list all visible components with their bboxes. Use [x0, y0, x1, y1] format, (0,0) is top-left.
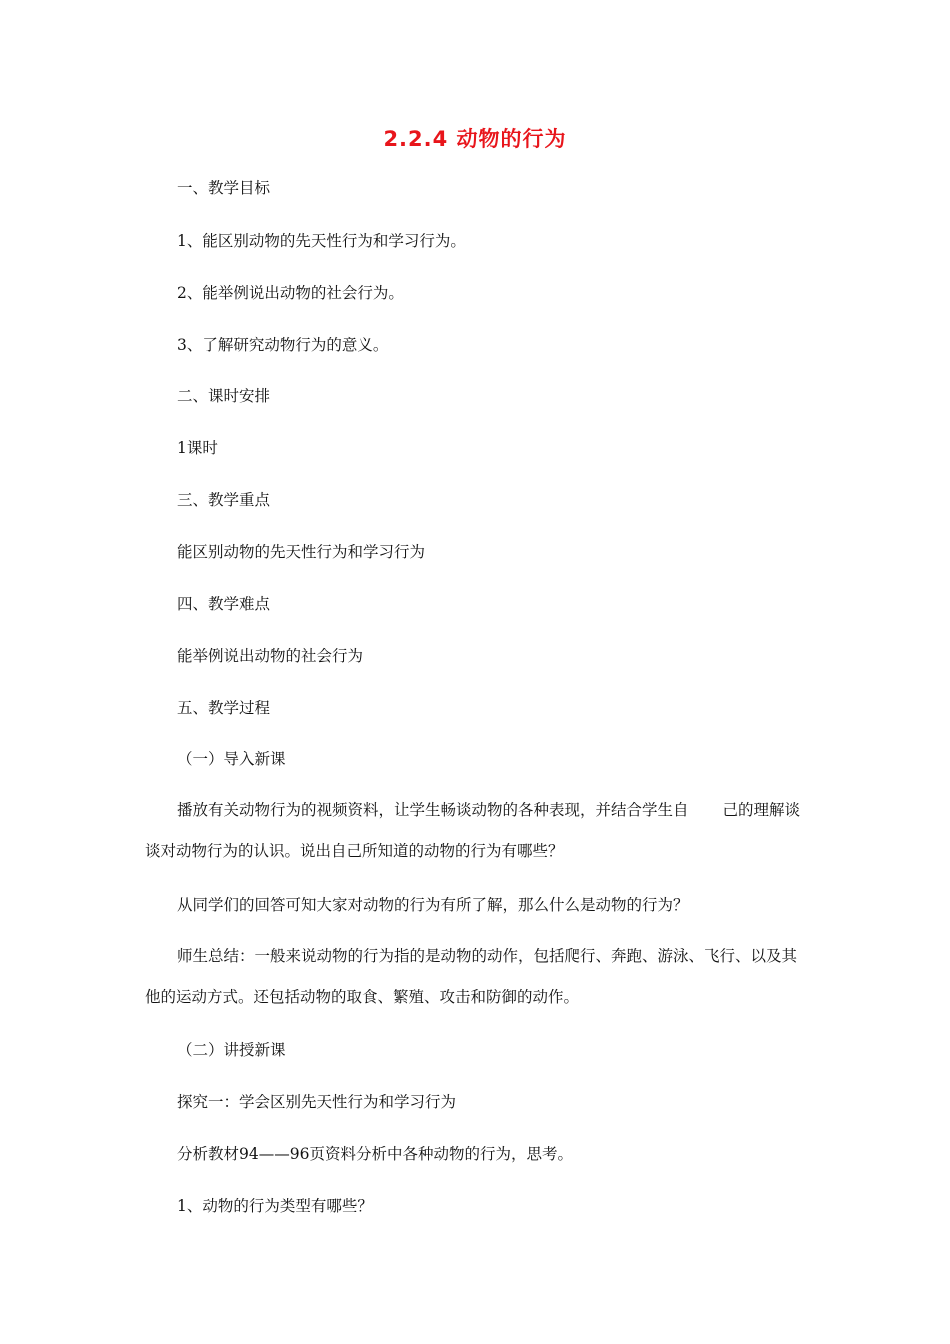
question-item-1: 1、动物的行为类型有哪些？: [177, 1197, 373, 1215]
goal-item-2: 2、能举例说出动物的社会行为。: [177, 284, 404, 302]
intro-paragraph-part-b: 己的理解谈谈对动物行为的认识。说出自己所知道的动物的行为有哪些？: [145, 801, 801, 860]
difficulties-text: 能举例说出动物的社会行为: [177, 647, 364, 665]
section-heading-process: 五、教学过程: [177, 699, 271, 717]
schedule-text: 1课时: [177, 439, 218, 457]
section-heading-schedule: 二、课时安排: [177, 387, 271, 405]
intro-paragraph-part-a: 播放有关动物行为的视频资料，让学生畅谈动物的各种表现，并结合学生自: [177, 801, 689, 819]
section-heading-difficulties: 四、教学难点: [177, 595, 271, 613]
section-heading-teaching-goals: 一、教学目标: [177, 179, 271, 197]
intro-paragraph: [145, 790, 805, 872]
goal-item-3: 3、了解研究动物行为的意义。: [177, 336, 389, 354]
subsection-heading-new-lesson: （二）讲授新课: [177, 1041, 286, 1059]
explore-1-heading: 探究一：学会区别先天性行为和学习行为: [177, 1093, 457, 1111]
section-heading-key-points: 三、教学重点: [177, 491, 271, 509]
question-paragraph: 从同学们的回答可知大家对动物的行为有所了解，那么什么是动物的行为？: [177, 896, 689, 914]
key-points-text: 能区别动物的先天性行为和学习行为: [177, 543, 426, 561]
summary-paragraph: 师生总结：一般来说动物的行为指的是动物的动作，包括爬行、奔跑、游泳、飞行、以及其他的运动方式。还包括动物的取食、繁殖、攻击和防御的动作。: [145, 947, 798, 1006]
subsection-heading-intro: （一）导入新课: [177, 750, 286, 768]
analysis-text: 分析教材94——96页资料分析中各种动物的行为，思考。: [177, 1145, 573, 1163]
goal-item-1: 1、能区别动物的先天性行为和学习行为。: [177, 232, 466, 250]
document-title: 2.2.4 动物的行为: [383, 127, 567, 151]
